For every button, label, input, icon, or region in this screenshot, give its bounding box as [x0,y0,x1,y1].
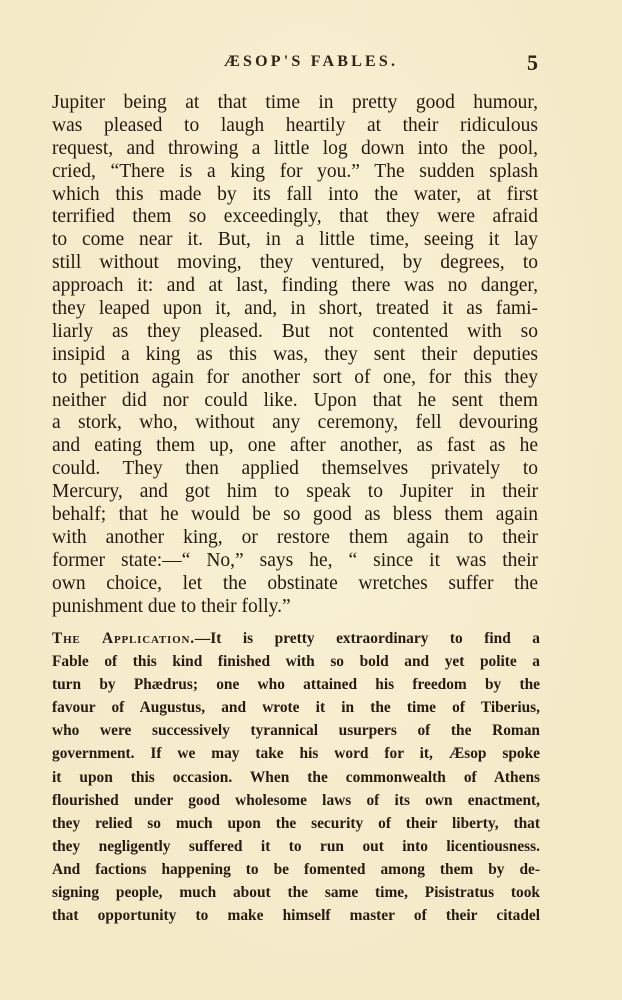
text-line: which this made by its fall into the water, at first [52,183,538,205]
text-line: still without moving, they ventured, by degrees, to [52,252,538,274]
text-line: and eating them up, one after another, as fast as he [52,435,538,457]
text-line: with another king, or restore them again to their [52,526,538,548]
text-line: Jupiter being at that time in pretty good humour, [52,92,538,113]
application-line: government. If we may take his word for it, Æsop spoke [52,745,540,763]
text-line: to come near it. But, in a little time, seeing it lay [52,229,538,251]
text-line: former state:—“ No,” says he, “ since it was their [52,549,538,571]
text-line: terrified them so exceedingly, that they were afraid [52,206,538,228]
application-line: they negligently suffered it to run out into licentiousness. [52,837,540,855]
text-line: a stork, who, without any ceremony, fell devouring [52,412,538,434]
text-line: insipid a king as this was, they sent their deputies [52,343,538,365]
application-line: that opportunity to make himself master of their citadel [52,907,540,925]
page-number: 5 [527,50,538,75]
text-line: own choice, let the obstinate wretches suffer the [52,572,538,594]
application-line: favour of Augustus, and wrote it in the time of Tiberius, [52,699,540,717]
text-line: request, and throwing a little log down into the pool, [52,137,538,159]
application-first-line [52,627,540,650]
application-section [52,627,540,927]
application-line: it upon this occasion. When the commonwealth of Athens [52,768,540,786]
application-first-line-text: —It is pretty extraordinary to find a [194,630,540,647]
application-line: who were successively tyrannical usurpers of the Roman [52,722,540,740]
application-line: Fable of this kind finished with so bold and yet polite a [52,653,540,671]
text-line: to petition again for another sort of one, for this they [52,366,538,388]
application-line: flourished under good wholesome laws of its own enactment, [52,791,540,809]
fable-text [52,92,538,618]
application-line: And factions happening to be fomented among them by de- [52,860,540,878]
text-line: behalf; that he would be so good as bless them again [52,504,538,526]
text-line: Mercury, and got him to speak to Jupiter in their [52,481,538,503]
running-head [0,50,622,78]
text-line: approach it: and at last, finding there was no danger, [52,275,538,297]
application-line: turn by Phædrus; one who attained his freedom by the [52,676,540,694]
text-line: they leaped upon it, and, in short, treated it as fami- [52,298,538,320]
text-line: could. They then applied themselves privately to [52,458,538,480]
text-line: punishment due to their folly.” [52,595,291,617]
application-line: they relied so much upon the security of their liberty, that [52,814,540,832]
text-line: was pleased to laugh heartily at their ridiculous [52,114,538,136]
text-line: neither did nor could like. Upon that he sent them [52,389,538,411]
running-title: ÆSOP'S FABLES. [223,53,399,70]
text-line: cried, “There is a king for you.” The sudden splash [52,160,538,182]
application-heading: The Application. [52,630,195,647]
application-line: signing people, much about the same time, Pisistratus took [52,884,540,902]
text-line: liarly as they pleased. But not contented with so [52,320,538,342]
